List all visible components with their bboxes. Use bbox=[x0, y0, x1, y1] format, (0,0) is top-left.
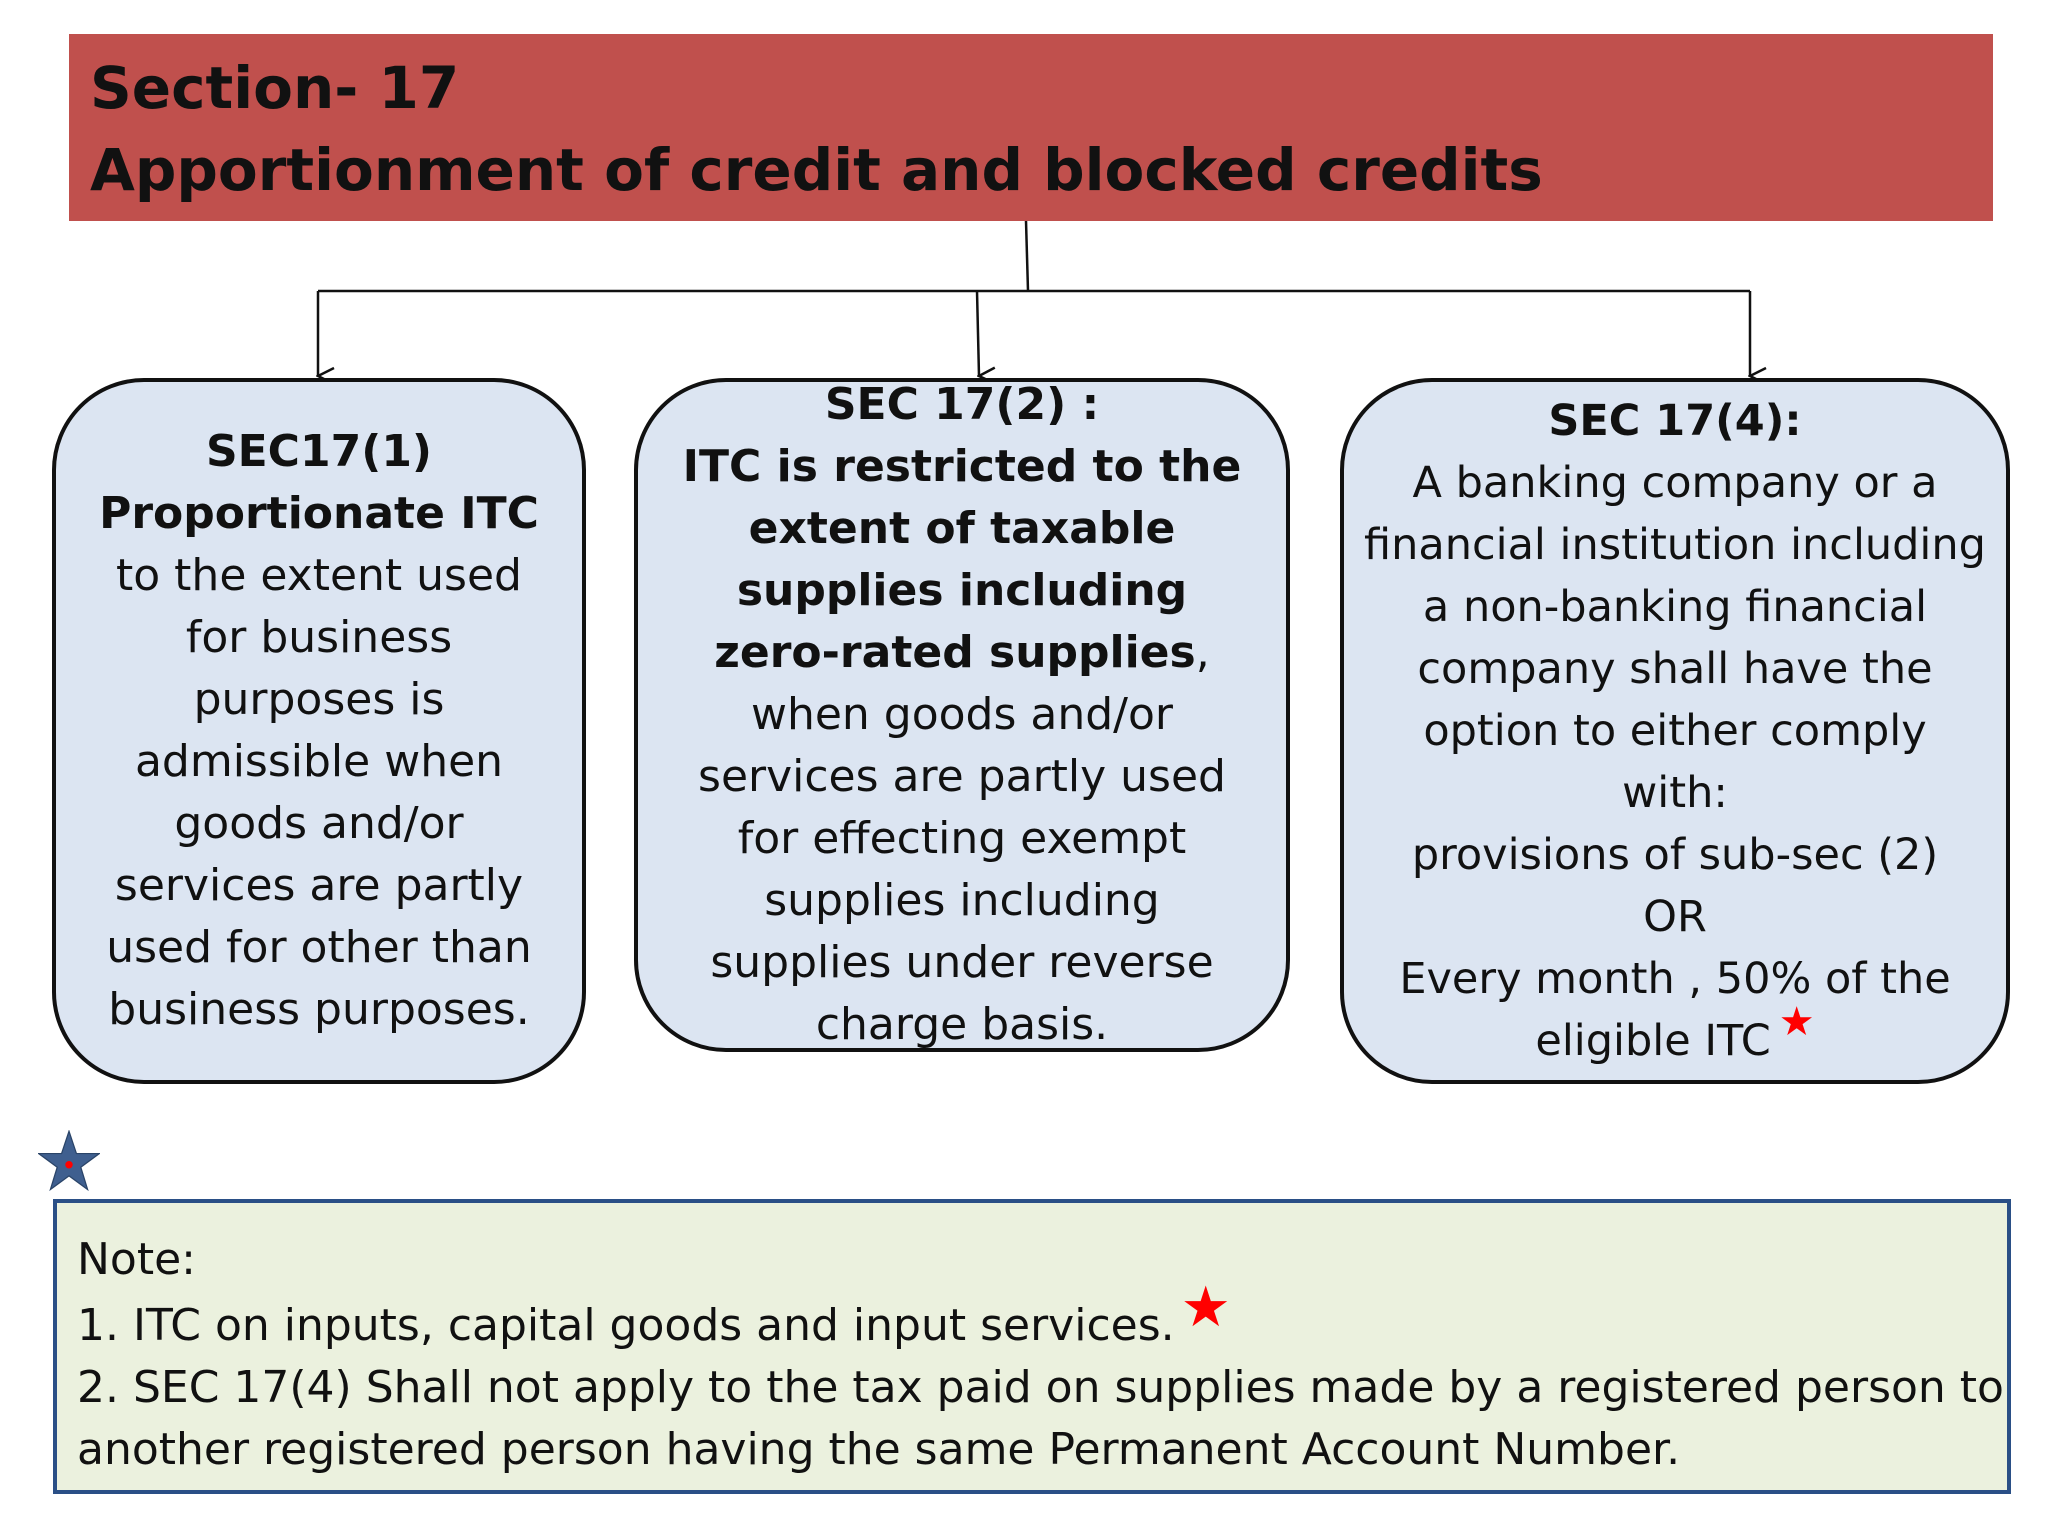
note-item-2-line-1: 2. SEC 17(4) Shall not apply to the tax paid on supplies made by a registered person to bbox=[77, 1362, 2004, 1413]
note-item-2-line-2: another registered person having the same Permanent Account Number. bbox=[77, 1424, 1681, 1475]
box-paragraph bbox=[1643, 886, 1707, 948]
body-text: to the extent used for business purposes is admissible when goods and/or services are partly used for other than business purposes. bbox=[106, 550, 532, 1035]
bold-text: SEC 17(4): bbox=[1548, 395, 1802, 446]
section-number: Section- 17 bbox=[90, 54, 460, 122]
arrow-to-box2 bbox=[977, 291, 979, 376]
body-text: A banking company or a financial institution including a non-banking financial company shall have the option to either comply with: bbox=[1364, 457, 1986, 818]
box-paragraph bbox=[82, 483, 556, 1041]
trunk-line bbox=[1026, 221, 1028, 291]
section-title: Apportionment of credit and blocked credits bbox=[90, 136, 1543, 204]
note-item-1-text: 1. ITC on inputs, capital goods and input services. bbox=[77, 1300, 1175, 1351]
diagram-header bbox=[69, 34, 1993, 221]
body-text: , when goods and/or services are partly used for effecting exempt supplies including supplies under reverse charge basis. bbox=[698, 627, 1226, 1050]
body-text: OR bbox=[1643, 891, 1707, 942]
sec-17-4-box bbox=[1340, 378, 2010, 1084]
note-box bbox=[53, 1199, 2011, 1494]
sec-17-1-box bbox=[52, 378, 586, 1084]
bold-text: SEC 17(2) : bbox=[824, 379, 1100, 430]
box-paragraph bbox=[670, 436, 1254, 1056]
box-paragraph bbox=[206, 421, 432, 483]
bold-text: Proportionate ITC bbox=[99, 488, 539, 539]
body-text: Every month , 50% of the eligible ITC bbox=[1399, 953, 1951, 1066]
star-icon: ★ bbox=[1778, 998, 1815, 1045]
box-paragraph bbox=[1364, 948, 1986, 1073]
sec-17-2-box bbox=[634, 378, 1290, 1052]
bold-text: SEC17(1) bbox=[205, 426, 433, 477]
box-paragraph bbox=[825, 374, 1099, 436]
bold-text: ITC is restricted to the extent of taxable supplies including zero-rated supplies bbox=[682, 441, 1242, 678]
star-icon: ★ bbox=[1180, 1275, 1231, 1340]
note-title: Note: bbox=[77, 1234, 196, 1285]
star-icon bbox=[38, 1130, 100, 1192]
body-text: provisions of sub-sec (2) bbox=[1411, 829, 1939, 880]
box-paragraph bbox=[1548, 390, 1801, 452]
box-paragraph bbox=[1364, 452, 1986, 824]
note-item-1 bbox=[77, 1275, 1985, 1357]
box-paragraph bbox=[1412, 824, 1938, 886]
